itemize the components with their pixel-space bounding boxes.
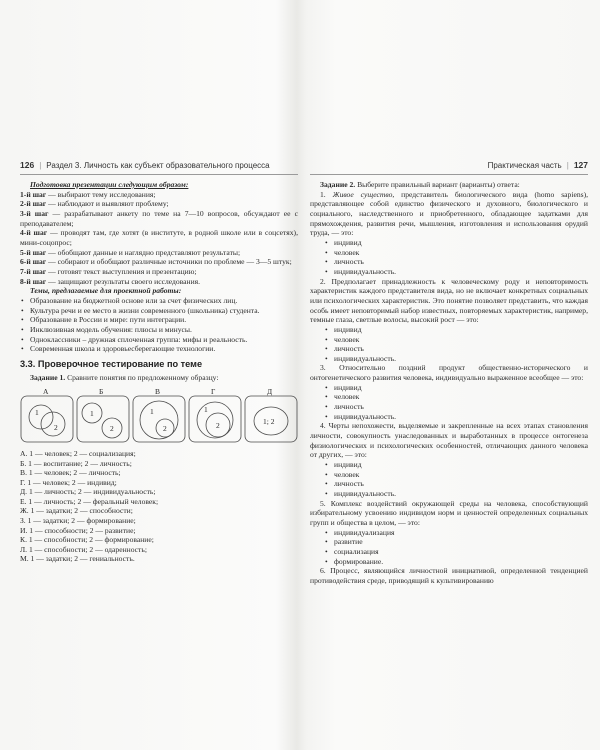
- step-item: 7-й шаг — готовят текст выступления и презентацию;: [20, 266, 197, 276]
- question-1-options: [310, 238, 588, 277]
- question-2-options: [310, 325, 588, 364]
- question-3: 3. Относительно поздний продукт общественно-исторического и онтогенетического развития человека, индивидуально выраженное всеобщее — это:: [310, 363, 588, 383]
- diagram-letter-d: Д: [267, 387, 273, 397]
- pair-item: Ж. 1 — задатки; 2 — способности;: [20, 506, 133, 516]
- option-item: • индивидуальность.: [310, 267, 588, 277]
- diagram-g-label-1: 1: [204, 405, 208, 415]
- pair-item: К. 1 — способности; 2 — формирование;: [20, 535, 154, 545]
- pair-item: В. 1 — человек; 2 — личность;: [20, 468, 121, 478]
- topic-item: • Одноклассники – дружная сплоченная группа: мифы и реальность.: [20, 335, 298, 345]
- diagram-a-label-2: 2: [54, 423, 58, 433]
- option-item: • индивидуальность.: [310, 412, 588, 422]
- step-item: 2-й шаг — наблюдают и выявляют проблему;: [20, 199, 169, 209]
- topic-item: • Образование на бюджетной основе или за счет физических лиц.: [20, 296, 298, 306]
- question-2: 2. Предполагает принадлежность к человеческому роду и неповторимость характеристик каждого представителя вида, но не включает конкретных социальных или психологических характеристик. Это понятие позволяет представить, что каждая особь имеет неповторимый набор известных, повторяемых характеристик, например, темные глаза, светлые волосы, высокий рост — это:: [310, 276, 588, 325]
- diagram-a-label-1: 1: [35, 408, 39, 418]
- pair-item: З. 1 — задатки; 2 — формирование;: [20, 515, 136, 525]
- option-item: • личность: [310, 479, 588, 489]
- option-item: • индивид: [310, 238, 588, 248]
- question-5-options: [310, 528, 588, 567]
- step-item: 8-й шаг — защищают результаты своего исследования.: [20, 276, 201, 286]
- option-item: • личность: [310, 257, 588, 267]
- section-title: 3.3. Проверочное тестирование по теме: [20, 358, 203, 369]
- step-item: 4-й шаг — проводят там, где хотят (в институте, в родной школе или в соцсетях), мини-соцопрос;: [20, 228, 298, 247]
- task1-statement: Задание 1. Сравните понятия по предложенному образцу:: [30, 373, 219, 383]
- pair-item: Д. 1 — личность; 2 — индивидуальность;: [20, 487, 156, 497]
- topic-item: • Образование в России и мире: пути интеграции.: [20, 315, 298, 325]
- option-item: • личность: [310, 344, 588, 354]
- diagram-v-label-1: 1: [150, 407, 154, 417]
- diagram-v-label-2: 2: [163, 424, 167, 434]
- option-item: • индивидуальность.: [310, 354, 588, 364]
- option-item: • человек: [310, 392, 588, 402]
- question-3-options: [310, 383, 588, 422]
- left-running-head: Раздел 3. Личность как субъект образовательного процесса: [46, 161, 270, 170]
- option-item: • индивидуальность.: [310, 489, 588, 499]
- left-page-number: 126: [20, 160, 35, 170]
- step-item: 6-й шаг — собирают и обобщают различные источники по проблеме — 3—5 штук;: [20, 257, 292, 267]
- right-page: [310, 158, 588, 730]
- question-5: 5. Комплекс воздействий окружающей среды на человека, способствующий избирательному усвоению индивидом норм и ценностей определенных социальных групп и общества в целом, — это:: [310, 498, 588, 527]
- diagram-d-label: 1; 2: [263, 417, 275, 427]
- diagram-letter-v: В: [155, 387, 161, 397]
- right-running-head: Практическая часть: [487, 161, 562, 170]
- option-item: • развитие: [310, 537, 588, 547]
- topic-item: • Современная школа и здоровьесберегающие технологии.: [20, 344, 298, 354]
- topics-heading: Темы, предлагаемые для проектной работы:: [30, 286, 182, 296]
- diagram-b-label-2: 2: [110, 424, 114, 434]
- task2-statement: Задание 2. Выберите правильный вариант (варианты) ответа:: [320, 180, 520, 189]
- topic-item: • Инклюзивная модель обучения: плюсы и минусы.: [20, 325, 298, 335]
- option-item: • индивид: [310, 383, 588, 393]
- left-page-body: [20, 180, 298, 564]
- option-item: • индивид: [310, 325, 588, 335]
- topic-item: • Культура речи и ее место в жизни современного (школьника) студента.: [20, 306, 298, 316]
- diagram-letter-a: А: [43, 387, 49, 397]
- diagram-box-b: [77, 396, 129, 442]
- option-item: • человек: [310, 470, 588, 480]
- header-separator: |: [39, 161, 42, 170]
- pair-item: Б. 1 — воспитание; 2 — личность;: [20, 458, 132, 468]
- diagram-letter-g: Г: [211, 387, 216, 397]
- step-item: 3-й шаг — разрабатывают анкету по теме на 7—10 вопросов, обсуждают ее с преподавателем;: [20, 208, 298, 228]
- pairs-list: [20, 449, 298, 564]
- pair-item: Л. 1 — способности; 2 — одаренность;: [20, 544, 147, 554]
- option-item: • индивид: [310, 460, 588, 470]
- question-6: 6. Процесс, являющийся личностной инициативой, определенной тенденцией противодействия среде, приводящий к культивированию: [310, 566, 588, 585]
- pair-item: И. 1 — способности; 2 — развитие;: [20, 525, 136, 535]
- diagram-letter-b: Б: [99, 387, 104, 397]
- option-item: • личность: [310, 402, 588, 412]
- option-item: • социализация: [310, 547, 588, 557]
- pair-item: М. 1 — задатки; 2 — гениальность.: [20, 554, 135, 564]
- question-4: 4. Черты непохожести, выделяемые и закрепленные на всех этапах становления личности, совокупность унаследованных и выработанных в процессе онтогенеза физиологических и психологических особенностей, отличающих данного человека от других, — это:: [310, 421, 588, 460]
- option-item: • формирование.: [310, 557, 588, 567]
- right-page-body: [310, 180, 588, 586]
- topics-list: [20, 296, 298, 354]
- step-item: 1-й шаг — выбирают тему исследования;: [20, 189, 156, 199]
- concept-diagram: [20, 387, 298, 445]
- diagram-g-label-2: 2: [216, 421, 220, 431]
- step-item: 5-й шаг — обобщают данные и наглядно представляют результаты;: [20, 247, 241, 257]
- pair-item: А. 1 — человек; 2 — социализация;: [20, 449, 136, 459]
- pair-item: Е. 1 — личность; 2 — феральный человек;: [20, 496, 159, 506]
- diagram-b-label-1: 1: [90, 409, 94, 419]
- right-page-number: 127: [573, 160, 588, 170]
- option-item: • человек: [310, 248, 588, 258]
- prepare-heading: Подготовка презентации следующим образом:: [30, 180, 189, 189]
- pair-item: Г. 1 — человек; 2 — индивид;: [20, 477, 117, 487]
- question-1: 1. Живое существо, представитель биологического вида (homo sapiens), представляющее собой единство физического и духовного, биологического и социального, наследственного и приобретенного, обладающее задатками для прямохождения, развития речи, мышления, изготовления и использования орудий труда, — это:: [310, 189, 588, 238]
- question-4-options: [310, 460, 588, 499]
- option-item: • индивидуализация: [310, 528, 588, 538]
- header-separator: |: [566, 161, 569, 170]
- left-page: [20, 158, 298, 730]
- concept-diagram-svg: [20, 387, 298, 445]
- option-item: • человек: [310, 335, 588, 345]
